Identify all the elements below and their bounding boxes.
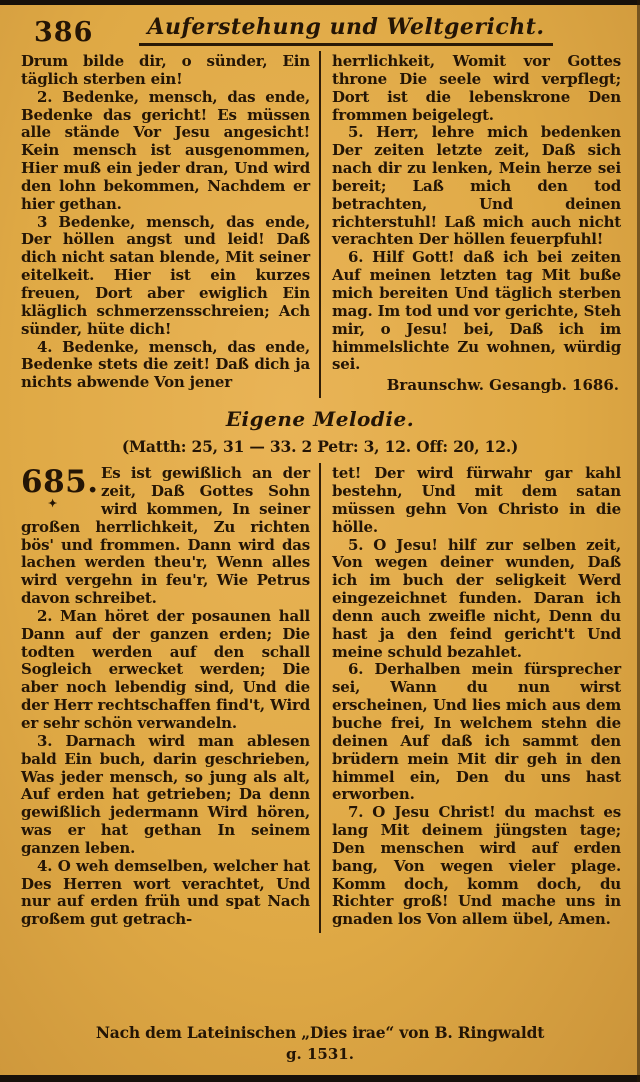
left-column bbox=[10, 463, 321, 933]
right-column bbox=[321, 51, 630, 398]
verse: 3. Darnach wird man ablesen bald Ein buch, darin geschrieben, Was jeder mensch, so jung als alt, Auf erden hat getrieben; Da denn gewißlich jedermann Wird hören, was er hat gethan In seinem ganzen leben. bbox=[21, 731, 310, 857]
verse: 5. O Jesu! hilf zur selben zeit, Von wegen deiner wunden, Daß ich im buch der seligkeit Werd eingezeichnet funden. Daran ich denn auch zweifle nicht, Denn du hast ja den feind gericht't Und meine schuld bezahlet. bbox=[332, 535, 621, 661]
hymn-first-paragraph bbox=[21, 465, 310, 608]
footnote-year: g. 1531. bbox=[286, 1045, 354, 1063]
page-header bbox=[0, 5, 640, 49]
verse: 7. O Jesu Christ! du machst es lang Mit deinem jüngsten tage; Den menschen wird auf erden bang, Von wegen vieler plage. Komm doch, komm doch, du Richter groß! Und mache uns in gnaden los Von allem übel, Amen. bbox=[332, 803, 621, 929]
scan-edge-bottom bbox=[0, 1075, 640, 1082]
page-footer bbox=[0, 1017, 640, 1075]
hymn-continuation-section bbox=[0, 49, 640, 398]
verse: 2. Bedenke, mensch, das ende, Bedenke das gericht! Es müssen alle stände Vor Jesu angesicht! Kein mensch ist ausgenommen, Hier muß ein jeder dran, Und wird den lohn bekommen, Nachdem er hier gethan. bbox=[21, 87, 310, 213]
verse-continuation: Drum bilde dir, o sünder, Ein täglich sterben ein! bbox=[21, 52, 310, 88]
verse-continuation: tet! Der wird fürwahr gar kahl bestehn, Und mit dem satan müssen gehn Von Christo in die hölle. bbox=[332, 464, 621, 536]
right-column bbox=[321, 463, 630, 933]
verse: 6. Hilf Gott! daß ich bei zeiten Auf meinen letzten tag Mit buße mich bereiten Und täglich sterben mag. Im tod und vor gerichte, Steh mir, o Jesu! bei, Daß ich im himmelslichte Zu wohnen, würdig sei. bbox=[332, 248, 621, 374]
melody-title: Eigene Melodie. bbox=[225, 407, 415, 432]
verse: 4. Bedenke, mensch, das ende, Bedenke stets die zeit! Daß dich ja nichts abwende Von jener bbox=[21, 337, 310, 392]
hymn-number-ornament: ✦ bbox=[48, 496, 58, 510]
hymn-number: 685. bbox=[21, 464, 99, 501]
source-attribution: Braunschw. Gesangb. 1686. bbox=[386, 376, 619, 395]
verse: 4. O weh demselben, welcher hat Des Herren wort verachtet, Und nur auf erden früh und spat Nach großem gut getrach- bbox=[21, 856, 310, 929]
verse: Es ist gewißlich an der zeit, Daß Gottes Sohn wird kommen, In seiner großen herrlichkeit, Zu richten bös' und frommen. Dann wird das lachen werden theu'r, Wenn alles wird vergehn in feu'r, Wie Petrus davon schreibet. bbox=[21, 464, 310, 608]
footnote-attribution: Nach dem Lateinischen „Dies irae“ von B. Ringwaldt bbox=[95, 1023, 545, 1042]
page-title: Auferstehung und Weltgericht. bbox=[139, 14, 552, 46]
hymn-685-section bbox=[0, 461, 640, 933]
scripture-references: (Matth: 25, 31 — 33. 2 Petr: 3, 12. Off: 20, 12.) bbox=[121, 437, 519, 457]
verse: 5. Herr, lehre mich bedenken Der zeiten letzte zeit, Daß sich nach dir zu lenken, Mein herze sei bereit; Laß mich den tod betrachten, Und deinen richterstuhl! Laß mich auch nicht verachten Der höllen feuerpfuhl! bbox=[332, 123, 621, 249]
hymn-number-block bbox=[21, 465, 101, 512]
verse: 3 Bedenke, mensch, das ende, Der höllen angst und leid! Daß dich nicht satan blende, Mit seiner eitelkeit. Hier ist ein kurzes freuen, Dort aber ewiglich Ein kläglich schmerzensschreien; Ach sünder, hüte dich! bbox=[21, 212, 310, 338]
left-column bbox=[10, 51, 321, 398]
verse: 6. Derhalben mein fürsprecher sei, Wann du nun wirst erscheinen, Und lies mich aus dem buche frei, In welchem stehn die deinen Auf daß ich sammt den brüdern mein Mit dir geh in den himmel ein, Den du uns hast erworben. bbox=[332, 660, 621, 804]
verse: 2. Man höret der posaunen hall Dann auf der ganzen erden; Die todten werden auf den schall Sogleich erwecket werden; Die aber noch lebendig sind, Und die der Herr rechtschaffen find't, Wird er sehr schön verwandeln. bbox=[21, 606, 310, 732]
verse-continuation: herrlichkeit, Womit vor Gottes throne Die seele wird verpflegt; Dort ist die lebenskrone Den frommen beigelegt. bbox=[332, 52, 621, 124]
melody-heading-section bbox=[0, 398, 640, 461]
page-number: 386 bbox=[34, 17, 94, 48]
